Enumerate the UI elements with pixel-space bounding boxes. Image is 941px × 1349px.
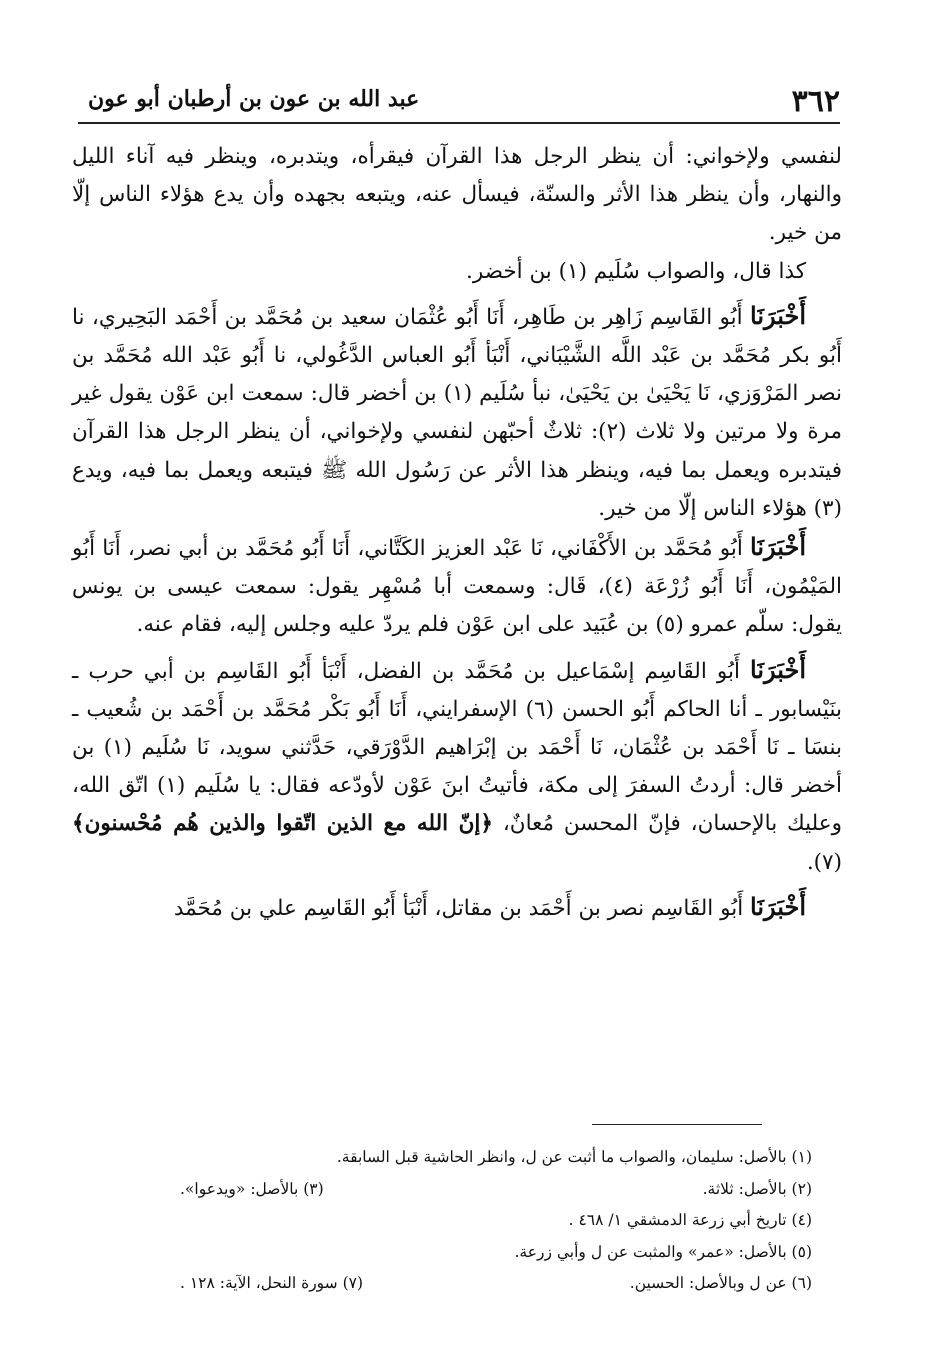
page-number: ٣٦٢ (791, 84, 840, 119)
akhbarana-keyword: أَخْبَرَنَا (750, 300, 806, 330)
footnote-separator (592, 1124, 762, 1125)
footnote-row (180, 1174, 812, 1206)
footnote-7: (٧) سورة النحل، الآية: ١٢٨ . (180, 1274, 364, 1292)
paragraph-narration-3 (72, 651, 842, 882)
page-header (78, 78, 840, 124)
paragraph-continuation: لنفسي ولإخواني: أن ينظر الرجل هذا القرآن فيقرأه، ويتدبره، وينظر فيه آناء الليل والنهار، وأن ينظر هذا الأثر والسنّة، فيسأل عنه، ويتبعه بجهده وأن يدع هؤلاء الناس إلّا من خير. (72, 144, 842, 246)
footnotes (180, 1142, 812, 1300)
footnote-ref: (٧). (806, 849, 842, 875)
footnote-5: (٥) بالأصل: «عمر» والمثبت عن ل وأبي زرعة. (514, 1242, 812, 1261)
footnote-row (180, 1268, 812, 1300)
narration-text: أَبُو القَاسِم زَاهِر بن طَاهِر، أَنَا أَبُو عُثْمَان سعيد بن مُحَمَّد بن أَحْمَد البَحِيري، نا أَبُو بكر مُحَمَّد بن عَبْد اللَّه الشَّيْبَاني، أَنْبَأ أَبُو العباس الدَّغُولي، نا أَبُو عَبْد الله مُحَمَّد بن نصر المَرْوَزي، نَا يَحْيَىٰ بن يَحْيَىٰ، نبأ سُلَيم (١) بن أخضر قال: سمعت ابن عَوْن يقول غير مرة ولا مرتين ولا ثلاث (٢): ثلاثٌ أحبّهن لنفسي ولإخواني، أن ينظر الرجل هذا القرآن فيتدبره ويعمل بما فيه، وينظر هذا الأثر عن رَسُول الله ﷺ فيتبعه ويعمل بما فيه، ويدع (٣) هؤلاء الناس إلّا من خير. (72, 304, 842, 521)
akhbarana-keyword: أَخْبَرَنَا (750, 532, 806, 562)
footnote-3: (٣) بالأصل: «ويدعوا». (180, 1179, 324, 1198)
paragraph-narration-1 (72, 297, 842, 528)
paragraph-narration-2 (72, 528, 842, 645)
paragraph-narration-4 (72, 888, 842, 928)
akhbarana-keyword: أَخْبَرَنَا (750, 654, 806, 684)
narration-text: أَبُو مُحَمَّد بن الأَكْفَاني، نَا عَبْد العزيز الكَتَّاني، أَنَا أَبُو مُحَمَّد بن أبي نصر، أَنَا أَبُو المَيْمُون، أَنَا أَبُو زُرْعَة (٤)، قَال: وسمعت أبا مُسْهِر يقول: سمعت عيسى بن يونس يقول: سلّم عمرو (٥) بن عُبَيد على ابن عَوْن فلم يردّ عليه وجلس إليه، فقام عنه. (72, 536, 843, 638)
footnote-1: (١) بالأصل: سليمان، والصواب ما أثبت عن ل، وانظر الحاشية قبل السابقة. (336, 1148, 812, 1166)
footnote-6: (٦) عن ل وبالأصل: الحسين. (629, 1274, 812, 1292)
footnote-2: (٢) بالأصل: ثلاثة. (702, 1179, 812, 1198)
narration-text: أَبُو القَاسِم نصر بن أَحْمَد بن مقاتل، أَنْبَأ أَبُو القَاسِم علي بن مُحَمَّد (173, 895, 751, 921)
footnote-row (180, 1205, 812, 1237)
paragraph-note: كذا قال، والصواب سُلَيم (١) بن أخضر. (466, 258, 806, 284)
footnote-row (180, 1237, 812, 1269)
footnote-4: (٤) تاريخ أبي زرعة الدمشقي ١/ ٤٦٨ . (568, 1211, 812, 1229)
narration-text: أَبُو القَاسِم إسْمَاعيل بن مُحَمَّد بن الفضل، أَنْبَأ أَبُو القَاسِم بن أبي حرب ـ بنَيْسابور ـ أنا الحاكم أَبُو الحسن (٦) الإسفرايني، أَنَا أَبُو بَكْر مُحَمَّد بن أَحْمَد بن شُعيب ـ بنسَا ـ نَا أَحْمَد بن عُثْمَان، نَا أَحْمَد بن إبْرَاهيم الدَّوْرَقي، حَدَّثني سويد، نَا سُلَيم (١) بن أخضر قال: أردتُ السفرَ إلى مكة، فأتيتُ ابنَ عَوْن لأودّعه فقال: يا سُلَيم (١) اتّق الله، وعليك بالإحسان، فإنّ المحسن مُعانٌ، (72, 658, 843, 837)
footnote-row (180, 1142, 812, 1174)
main-text (72, 138, 842, 928)
akhbarana-keyword: أَخْبَرَنَا (750, 891, 806, 921)
quran-verse: ﴿إنّ الله مع الذين اتّقوا والذين هُم مُحْسنون﴾ (72, 811, 493, 837)
running-title: عبد الله بن عون بن أرطبان أبو عون (88, 86, 420, 112)
